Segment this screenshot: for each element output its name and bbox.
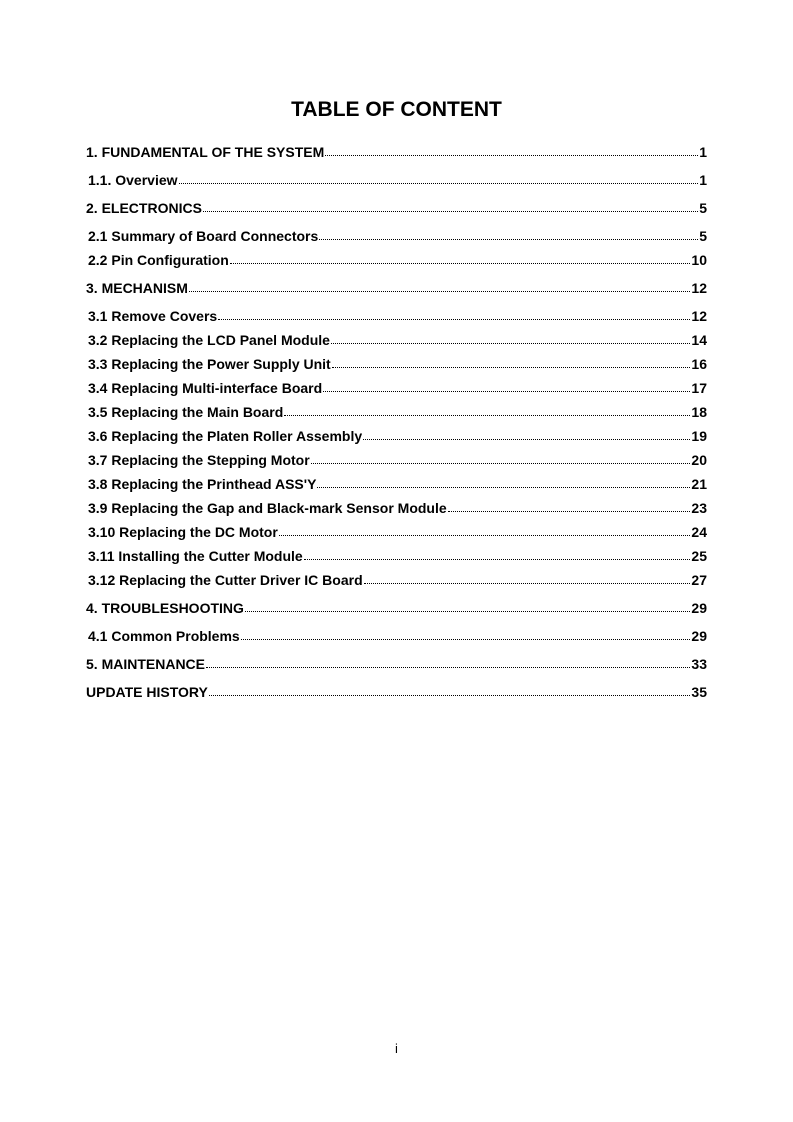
- toc-entry-label: 2.2 Pin Configuration: [88, 252, 229, 268]
- toc-entry-label: 5. MAINTENANCE: [86, 656, 206, 672]
- toc-entry-page: 19: [691, 428, 707, 444]
- dot-leader: [332, 367, 691, 368]
- toc-entry-label: 3.4 Replacing Multi-interface Board: [88, 380, 323, 396]
- toc-entry[interactable]: [88, 572, 707, 588]
- toc-entry[interactable]: [88, 332, 707, 348]
- dot-leader: [203, 211, 698, 212]
- toc-entry-page: 12: [691, 280, 707, 296]
- toc-entry[interactable]: [86, 280, 707, 296]
- toc-entry[interactable]: [86, 200, 707, 216]
- dot-leader: [179, 183, 699, 184]
- toc-entry-label: 3.3 Replacing the Power Supply Unit: [88, 356, 331, 372]
- dot-leader: [209, 695, 691, 696]
- toc-entry[interactable]: [88, 628, 707, 644]
- toc-entry-label: 2. ELECTRONICS: [86, 200, 202, 216]
- toc-entry-page: 1: [699, 172, 707, 188]
- page-title: TABLE OF CONTENT: [291, 98, 502, 121]
- toc-entry[interactable]: [88, 452, 707, 468]
- toc-entry-page: 5: [699, 228, 707, 244]
- toc-entry-page: 5: [699, 200, 707, 216]
- toc-entry-label: 3.1 Remove Covers: [88, 308, 218, 324]
- toc-entry-page: 14: [691, 332, 707, 348]
- dot-leader: [311, 463, 691, 464]
- toc-entry-page: 10: [691, 252, 707, 268]
- toc-entry[interactable]: [88, 548, 707, 564]
- toc-entry-page: 29: [691, 600, 707, 616]
- toc-entry[interactable]: [88, 380, 707, 396]
- toc-entry-page: 35: [691, 684, 707, 700]
- toc-entry[interactable]: [88, 476, 707, 492]
- dot-leader: [331, 343, 690, 344]
- toc-entry-label: 3.11 Installing the Cutter Module: [88, 548, 303, 564]
- toc-entry-label: 3.12 Replacing the Cutter Driver IC Board: [88, 572, 363, 588]
- toc-entry[interactable]: [88, 428, 707, 444]
- toc-entry[interactable]: [86, 656, 707, 672]
- toc-entry[interactable]: [86, 144, 707, 160]
- toc-entry-label: 4. TROUBLESHOOTING: [86, 600, 244, 616]
- dot-leader: [364, 583, 691, 584]
- toc-entry-page: 33: [691, 656, 707, 672]
- dot-leader: [319, 239, 698, 240]
- dot-leader: [241, 639, 691, 640]
- dot-leader: [325, 155, 698, 156]
- toc-entry-label: 3.2 Replacing the LCD Panel Module: [88, 332, 330, 348]
- toc-entry-label: 3.7 Replacing the Stepping Motor: [88, 452, 310, 468]
- toc-entry[interactable]: [88, 308, 707, 324]
- toc-entry-label: 3.10 Replacing the DC Motor: [88, 524, 278, 540]
- toc-entry-label: 3.5 Replacing the Main Board: [88, 404, 284, 420]
- toc-entry-label: 1. FUNDAMENTAL OF THE SYSTEM: [86, 144, 325, 160]
- toc-entry[interactable]: [88, 356, 707, 372]
- toc-entry[interactable]: [86, 600, 707, 616]
- toc-entry[interactable]: [88, 524, 707, 540]
- toc-entry-page: 24: [691, 524, 707, 540]
- toc-entry-page: 1: [699, 144, 707, 160]
- toc-entry-page: 20: [691, 452, 707, 468]
- toc-entry-page: 23: [691, 500, 707, 516]
- toc-entry-label: 3.9 Replacing the Gap and Black-mark Sensor Module: [88, 500, 447, 516]
- toc-entry-label: 3.8 Replacing the Printhead ASS'Y: [88, 476, 317, 492]
- toc-entry-page: 18: [691, 404, 707, 420]
- toc-entry[interactable]: [88, 500, 707, 516]
- toc-entry[interactable]: [88, 172, 707, 188]
- dot-leader: [317, 487, 690, 488]
- dot-leader: [363, 439, 690, 440]
- toc-entry-page: 16: [691, 356, 707, 372]
- dot-leader: [448, 511, 691, 512]
- toc-entry[interactable]: [88, 228, 707, 244]
- page-number: i: [395, 1041, 398, 1056]
- toc-entry[interactable]: [88, 252, 707, 268]
- toc-entry-page: 25: [691, 548, 707, 564]
- dot-leader: [206, 667, 690, 668]
- toc-entry-page: 12: [691, 308, 707, 324]
- dot-leader: [323, 391, 690, 392]
- toc-entry-label: 3. MECHANISM: [86, 280, 188, 296]
- toc-entry-label: 3.6 Replacing the Platen Roller Assembly: [88, 428, 363, 444]
- dot-leader: [230, 263, 691, 264]
- toc-entry-label: 2.1 Summary of Board Connectors: [88, 228, 319, 244]
- toc-entry[interactable]: [86, 684, 707, 700]
- toc-entry-page: 27: [691, 572, 707, 588]
- dot-leader: [284, 415, 690, 416]
- dot-leader: [189, 291, 691, 292]
- toc-entry-page: 17: [691, 380, 707, 396]
- dot-leader: [304, 559, 691, 560]
- toc-entry-page: 21: [691, 476, 707, 492]
- dot-leader: [279, 535, 691, 536]
- toc-entry-label: UPDATE HISTORY: [86, 684, 208, 700]
- toc-entry-label: 4.1 Common Problems: [88, 628, 240, 644]
- toc-entry-label: 1.1. Overview: [88, 172, 178, 188]
- dot-leader: [218, 319, 690, 320]
- dot-leader: [245, 611, 691, 612]
- toc-entry[interactable]: [88, 404, 707, 420]
- toc-entry-page: 29: [691, 628, 707, 644]
